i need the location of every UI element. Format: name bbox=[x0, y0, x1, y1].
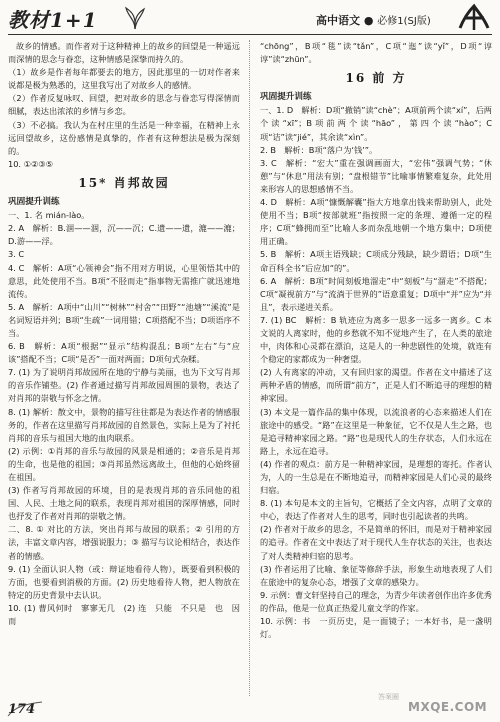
answer-paragraph: 5. B 解析：A项主语残缺；C项成分残缺，缺少谓语；D项“生命百科全书”后应加“的”。 bbox=[260, 249, 492, 273]
answer-paragraph: 4. D 解析：A项“慷慨解囊”指大方地拿出钱来帮助别人，此处使用不当；B项“按部就班”指按照一定的条理、遵循一定的程序；C项“蜂拥而至”比喻人多而杂乱地朝一个地方集中；D项使用正确。 bbox=[260, 197, 492, 247]
lesson-title: 15* 肖邦故园 bbox=[78, 175, 170, 190]
publisher-logo-icon bbox=[454, 2, 494, 32]
header-rule bbox=[8, 34, 492, 35]
subject-label: 高中语文 bbox=[316, 14, 360, 27]
answer-paragraph: (4) 作者的观点：前方是一种精神家园，是理想的寄托。作者认为，人的一生总是在不断地追寻，而精神家园是人们心灵的最终归宿。 bbox=[260, 458, 492, 496]
answer-paragraph: (2) 示例：①肖邦的音乐与故园的风景是相通的；②音乐是肖邦的生命，也是他的祖国；③肖邦虽然远离故土，但他的心始终留在祖国。 bbox=[8, 445, 240, 482]
answer-paragraph: 9. (1) 全面认识人物（或：辩证地看待人物），既要看到积极的方面，也要看到消极的方面。(2) 历史地看待人物，把人物放在特定的历史背景中去认识。 bbox=[8, 563, 240, 600]
answer-paragraph: 3. C bbox=[8, 249, 25, 260]
column-divider bbox=[249, 40, 250, 696]
watermark: MXQE.COM bbox=[408, 700, 488, 714]
answer-paragraph: 10. ①②③⑤ bbox=[8, 158, 53, 169]
page-number: 174 bbox=[8, 702, 36, 717]
watermark-subtitle: 答案圈 bbox=[378, 693, 399, 701]
answer-paragraph: 二、8. ① 对比的方法，突出肖邦与故园的联系；② 引用的方法，丰富文章内容，增强说服力；③ 描写与议论相结合，表达作者的情感。 bbox=[8, 524, 240, 561]
answer-paragraph: 5. A 解析：A项中“山川”“树林”“村舍”“田野”“池塘”“溪流”是名词短语并列；B项“生疏”一词用错；C项搭配不当；D项语序不当。 bbox=[8, 301, 240, 338]
answer-paragraph: 10. (1) 曹风何时 寥寥无几 (2) 连 只能 不只是 也 因而 bbox=[8, 602, 240, 627]
answer-paragraph: 一、1. 名 mián-lào。 bbox=[8, 210, 90, 221]
answer-paragraph: (3) 作者运用了比喻、象征等修辞手法，形象生动地表现了人们在旅途中的复杂心态，增强了文章的感染力。 bbox=[260, 563, 492, 587]
answer-paragraph: 8. (1) 本句是本文的主旨句，它概括了全文内容，点明了文章的中心，表达了作者对人生的思考，同时也引起读者的共鸣。 bbox=[260, 498, 492, 522]
lesson-title: 16 前 方 bbox=[345, 71, 407, 86]
answer-paragraph: 10. 示例：书 一页历史，是一面镜子；一本好书，是一盏明灯。 bbox=[260, 616, 492, 640]
answer-paragraph: 8. (1) 解析：散文中，景物的描写往往都是为表达作者的情感服务的，作者在这里描写肖邦故园的自然景色，实际上是为了衬托肖邦的音乐与祖国大地的血肉联系。 bbox=[8, 406, 240, 443]
bullet-icon: ● bbox=[363, 14, 374, 27]
header-subject bbox=[316, 12, 431, 28]
answer-paragraph: （1）故乡是作者每年都要去的地方，因此那里的一切对作者来说都是极为熟悉的，这里我写出了对故乡人的感情。 bbox=[8, 67, 240, 91]
answer-paragraph: (3) 作者写肖邦故园的环境，目的是表现肖邦的音乐同他的祖国、人民、土地之间的联系，表现肖邦对祖国的深厚情感，同时也抒发了作者对肖邦的崇敬之情。 bbox=[8, 485, 240, 522]
answer-paragraph: 2. A 解析：B.涸——涸，沉——沉；C.遗——遗，漉——漉；D.游——浮。 bbox=[8, 223, 240, 247]
answer-paragraph: 7. (1) 为了说明肖邦故园所在地的宁静与美丽，也为下文写肖邦的音乐作铺垫。(2) 作者通过描写肖邦故园周围的景物，表达了对肖邦的崇敬与怀念之情。 bbox=[8, 367, 240, 404]
edition-label: 必修1(SJ版) bbox=[377, 16, 431, 27]
answer-paragraph: 4. C 解析：A项“心领神会”指不用对方明说，心里领悟其中的意思，此处使用不当。B项“不胫而走”指事物无需推广就迅速地流传。 bbox=[8, 262, 240, 299]
answer-paragraph: （3）不必搞。我认为在村庄里的生活是一种幸福，在精神上永远回望故乡，这份感情是真挚的，作者有这种想法是极为深刻的。 bbox=[8, 119, 240, 156]
answer-paragraph: 一、1. D 解析：D项“撤销”读“chè”；A项前两个读“xí”，后两个读“xī”；B项前两个读“hāo”，第四个读“hào”；C项“诘”读“jié”，其余读“xìn”。 bbox=[260, 105, 492, 142]
answer-paragraph: 6. A 解析：B项“时间刻板地溜走”中“刻板”与“溜走”不搭配；C项“凝视前方”与“流淌于世界的”语意重复；D项中“并”应为“并且”，表示递进关系。 bbox=[260, 275, 492, 312]
answer-paragraph: 6. B 解析：A项“根据”“显示”结构混乱；B项“左右”与“应该”搭配不当；C项“是否”一面对两面；D项句式杂糅。 bbox=[8, 341, 240, 365]
answer-paragraph: 9. 示例：曹文轩坚持自己的理念，为青少年读者创作出许多优秀的作品，他是一位真正热爱儿童文学的作家。 bbox=[260, 589, 492, 613]
leaf-icon bbox=[124, 6, 146, 30]
answer-paragraph: (3) 本文是一篇作品的集中体现，以流浪者的心态来描述人们在旅途中的感受。“路”在这里是一种象征，它不仅是人生之路，也是追寻精神家园之路。“路”也是现代人的生存状态，人们永远在路上，永远在追寻。 bbox=[260, 406, 492, 456]
right-column bbox=[260, 40, 492, 700]
page-header bbox=[0, 0, 500, 34]
left-column bbox=[8, 40, 240, 700]
section-heading: 巩固提升训练 bbox=[260, 92, 312, 103]
answer-paragraph: 7. (1) BC 解析：B 轨迹应为离多一思多一远多一离乡。C 本文说的人离家时，他的乡愁就不知不觉地产生了，在人类的旅途中，肉体和心灵都在漂泊，这是人的一种悲剧性的处境，就连有个稳定的家都成为一种奢望。 bbox=[260, 314, 492, 365]
answer-paragraph: “chōng”，B项“毯”读“tǎn”，C项“迤”读“yǐ”，D项“谆谆”读“zhūn”。 bbox=[260, 41, 492, 65]
answer-paragraph: (2) 作者对于故乡的思念，不是简单的怀旧，而是对于精神家园的追寻。作者在文中表达了对于现代人生存状态的关注，也表达了对人类精神归宿的思考。 bbox=[260, 524, 492, 561]
answer-paragraph: (2) 人有离家的冲动，又有回归家的渴望。作者在文中描述了这两种矛盾的情感，而所谓“前方”，正是人们不断追寻的理想的精神家园。 bbox=[260, 367, 492, 404]
answer-paragraph: 3. C 解析：“宏大”重在强调画面大，“宏伟”强调气势；“休憩”与“休息”用法有别；“盘根错节”比喻事情繁难复杂，此处用来形容人的思想感情不当。 bbox=[260, 157, 492, 194]
answer-paragraph: 2. B 解析：B项“落户为‘钱’”。 bbox=[260, 144, 378, 155]
section-heading: 巩固提升训练 bbox=[8, 197, 60, 208]
answer-paragraph: （2）作者反复咏叹、回望，把对故乡的思念与眷恋写得深情而细腻，表达出浓浓的乡情与乡恋。 bbox=[8, 93, 240, 117]
brand-title: 教材1+1 bbox=[8, 8, 98, 32]
answer-paragraph: 故乡的情感。而作者对于这种精神上的故乡的回望是一种遥远而深情的思念与眷恋，这种情感是深挚而持久的。 bbox=[8, 41, 240, 65]
